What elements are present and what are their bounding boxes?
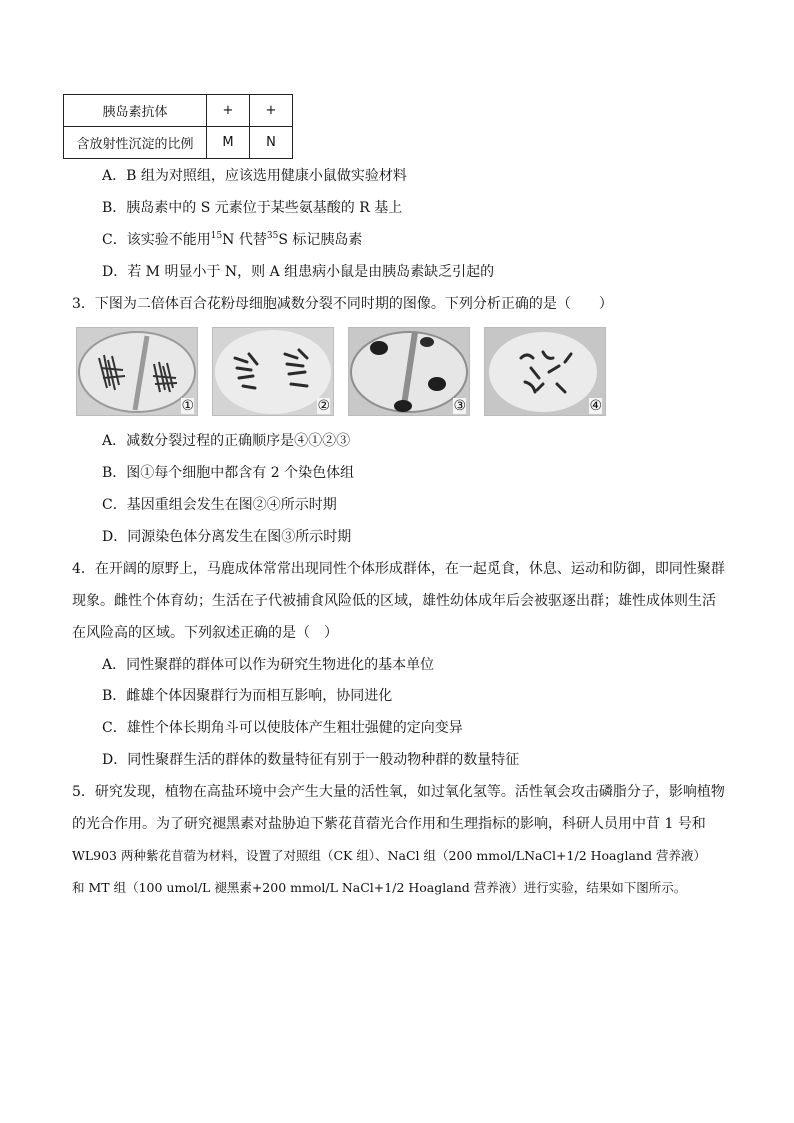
micrograph-2 [212, 327, 334, 416]
q3-stem: 3．下图为二倍体百合花粉母细胞减数分裂不同时期的图像。下列分析正确的是（ ） [72, 296, 613, 312]
table-row [64, 95, 293, 127]
table-cell: + [250, 95, 293, 127]
q5-text-line-4: 和 MT 组（100 umol/L 褪黑素+200 mmol/L NaCl+1/2 Hoagland 营养液）进行实验，结果如下图所示。 [72, 880, 687, 895]
table-cell: M [207, 127, 250, 159]
q5-text-line-1: 5．研究发现，植物在高盐环境中会产生大量的活性氧，如过氧化氢等。活性氧会攻击磷脂分子，影响植物 [72, 784, 725, 800]
q4-stem-line-3: 在风险高的区域。下列叙述正确的是（ ） [72, 625, 338, 641]
q2-option-a: A．B 组为对照组，应该选用健康小鼠做实验材料 [102, 168, 407, 184]
q2-option-c-mid: N 代替 [222, 232, 267, 248]
q2-option-c [102, 230, 362, 250]
table-cell: 含放射性沉淀的比例 [64, 127, 207, 159]
micrograph-four-nuclei-icon [349, 328, 469, 415]
micrograph-label: ① [181, 398, 194, 414]
table-cell: + [207, 95, 250, 127]
q4-stem-line-1: 4．在开阔的原野上，马鹿成体常常出现同性个体形成群体，在一起觅食，休息、运动和防御，即同性聚群 [72, 561, 725, 577]
q5-text-line-2: 的光合作用。为了研究褪黑素对盐胁迫下紫花苜蓿光合作用和生理指标的影响，科研人员用中苜 1 号和 [72, 816, 706, 832]
q3-option-d: D．同源染色体分离发生在图③所示时期 [102, 529, 352, 545]
q4-option-d: D．同性聚群生活的群体的数量特征有别于一般动物种群的数量特征 [102, 752, 520, 768]
micrograph-scattered-chromosomes-icon [485, 328, 605, 415]
isotope-35-sup: 35 [266, 231, 279, 241]
result-table [63, 94, 293, 159]
q4-option-c: C．雄性个体长期角斗可以使肢体产生粗壮强健的定向变异 [102, 720, 463, 736]
q2-option-c-pre: C．该实验不能用 [102, 232, 211, 248]
table-cell: N [250, 127, 293, 159]
micrograph-chromosomes-split-icon [213, 328, 333, 415]
micrograph-1 [76, 327, 198, 416]
micrograph-two-cells-icon [77, 328, 197, 415]
q3-option-b: B．图①每个细胞中都含有 2 个染色体组 [102, 465, 355, 481]
micrograph-label: ③ [453, 398, 466, 414]
q2-option-c-post: S 标记胰岛素 [278, 232, 363, 248]
micrograph-label: ② [317, 398, 330, 414]
micrograph-3 [348, 327, 470, 416]
q4-stem-line-2: 现象。雌性个体育幼；生活在子代被捕食风险低的区域，雄性幼体成年后会被驱逐出群；雄性成体则生活 [72, 593, 716, 609]
table-row [64, 127, 293, 159]
isotope-15-sup: 15 [210, 231, 223, 241]
q3-option-a: A．减数分裂过程的正确顺序是④①②③ [102, 433, 351, 449]
micrograph-4 [484, 327, 606, 416]
q2-option-b: B．胰岛素中的 S 元素位于某些氨基酸的 R 基上 [102, 200, 403, 216]
q4-option-a: A．同性聚群的群体可以作为研究生物进化的基本单位 [102, 657, 435, 673]
micrograph-label: ④ [589, 398, 602, 414]
q2-option-d: D．若 M 明显小于 N，则 A 组患病小鼠是由胰岛素缺乏引起的 [102, 264, 495, 280]
table-cell: 胰岛素抗体 [64, 95, 207, 127]
q5-text-line-3: WL903 两种紫花苜蓿为材料，设置了对照组（CK 组）、NaCl 组（200 mmol/LNaCl+1/2 Hoagland 营养液） [72, 848, 706, 863]
q4-option-b: B．雌雄个体因聚群行为而相互影响，协同进化 [102, 688, 393, 704]
q3-option-c: C．基因重组会发生在图②④所示时期 [102, 497, 337, 513]
